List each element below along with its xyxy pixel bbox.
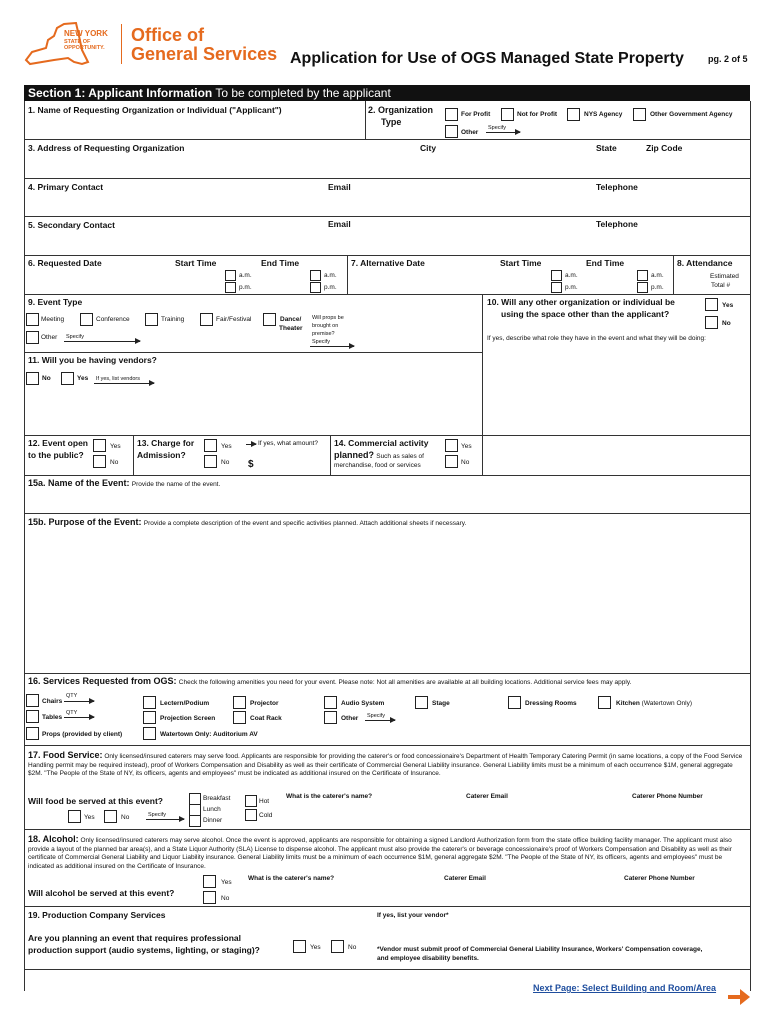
other-org-yes-label: Yes (722, 302, 734, 309)
nys-agency-checkbox[interactable] (567, 108, 580, 121)
f6-end-am-label: a.m. (324, 272, 337, 279)
for-profit-checkbox[interactable] (445, 108, 458, 121)
form-border-right (750, 101, 751, 991)
audio-system-checkbox[interactable] (324, 696, 337, 709)
services-other-specify: Specify (367, 713, 386, 719)
field10-note: If yes, describe what role they have in the event and what they will be doing: (487, 335, 706, 342)
commercial-no-label: No (461, 459, 470, 466)
org-other-specify: Specify (488, 125, 507, 131)
props-line1: Will props be (312, 315, 344, 321)
field12-label-2: to the public? (28, 450, 84, 460)
row-divider (24, 352, 482, 353)
field4-label: 4. Primary Contact (28, 182, 104, 192)
not-for-profit-checkbox[interactable] (501, 108, 514, 121)
city-label: City (420, 143, 437, 153)
field2-label-b: Type (381, 117, 402, 127)
production-note-1: *Vendor must submit proof of Commercial General Liability Insurance, Workers' Compensation coverage, (377, 946, 703, 953)
f6-start-am-checkbox[interactable] (225, 270, 236, 281)
watertown-av-label: Watertown Only: Auditorium AV (160, 731, 258, 738)
chairs-qty-arrow (64, 701, 94, 702)
row-divider (24, 673, 750, 674)
divider (365, 101, 366, 139)
props-specify-arrow (310, 346, 354, 347)
lectern-checkbox[interactable] (143, 696, 156, 709)
field6-start-time-label: Start Time (175, 258, 217, 268)
row-divider (24, 294, 750, 295)
divider (330, 435, 331, 475)
vendors-no-label: No (42, 375, 51, 382)
field14-note-2: merchandise, food or services (334, 462, 421, 469)
food-question: Will food be served at this event? (28, 796, 164, 806)
f7-end-pm-label: p.m. (651, 284, 664, 291)
lectern-label: Lectern/Podium (160, 700, 210, 707)
hot-label: Hot (259, 798, 270, 805)
chairs-checkbox[interactable] (26, 694, 39, 707)
logo-divider (121, 24, 122, 64)
field1-label: 1. Name of Requesting Organization or Individual ("Applicant") (28, 105, 282, 115)
alcohol-caterer-email-label: Caterer Email (444, 875, 486, 882)
org-other-checkbox[interactable] (445, 125, 458, 138)
tables-checkbox[interactable] (26, 710, 39, 723)
alcohol-yes-label: Yes (221, 879, 232, 886)
field15b: 15b. Purpose of the Event: Provide a complete description of the event and specific activities planned. Attach additional sheets if necessary. (28, 517, 467, 527)
other-gov-agency-label: Other Government Agency (650, 111, 733, 118)
dressing-rooms-checkbox[interactable] (508, 696, 521, 709)
alcohol-yes-checkbox[interactable] (203, 875, 216, 888)
nys-agency-label: NYS Agency (584, 111, 623, 118)
dance-theater-checkbox[interactable] (263, 313, 276, 326)
for-profit-label: For Profit (461, 111, 491, 118)
event-other-specify: Specify (66, 334, 85, 340)
field12-label-1: 12. Event open (28, 438, 88, 448)
food-caterer-name-label: What is the caterer's name? (286, 793, 373, 800)
admission-dollar-sign: $ (248, 459, 254, 470)
field18-text: 18. Alcohol: Only licensed/insured caterers may serve alcohol. Once the event is approved, applicants are responsible for obtaining a signed Landlord Authorization form from the state office building facility manager. The applicant must also provide a layout of the planned bar area(s), and a State Liquor Authority (SLA) License to dispense alcohol. The applicant must also provide the caterer's or beverage concessionaire's proof of Workers Compensation and Disability as well as their certificate of Commercial General Liability and Liquor Liability insurance. General Liability limits must be a minimum of each occurrence $1M, general aggregate $2M. "The People of the State of NY, its officers, agents and employees" must be indicated as additional insured on the Certificate of Insurance. (28, 834, 732, 870)
attendance-total: Total # (711, 282, 731, 289)
primary-telephone-label: Telephone (596, 182, 638, 192)
field5-label: 5. Secondary Contact (28, 220, 115, 230)
conference-label: Conference (96, 316, 130, 323)
f7-start-pm-label: p.m. (565, 284, 578, 291)
admission-yes-label: Yes (221, 443, 232, 450)
other-org-yes-checkbox[interactable] (705, 298, 718, 311)
hot-checkbox[interactable] (245, 795, 257, 807)
food-specify-arrow (146, 819, 184, 820)
stage-label: Stage (432, 700, 450, 707)
f6-start-am-label: a.m. (239, 272, 252, 279)
kitchen-label: Kitchen (Watertown Only) (616, 700, 692, 707)
row-divider (24, 513, 750, 514)
field14-label-1: 14. Commercial activity (334, 438, 429, 448)
public-yes-checkbox[interactable] (93, 439, 106, 452)
row-divider (24, 178, 750, 179)
other-gov-agency-checkbox[interactable] (633, 108, 646, 121)
services-other-label: Other (341, 715, 359, 722)
not-for-profit-label: Not for Profit (517, 111, 558, 118)
org-other-label: Other (461, 129, 479, 136)
tables-label: Tables (42, 714, 63, 721)
dance-label: Dance/ (280, 316, 302, 323)
production-question-1: Are you planning an event that requires professional (28, 933, 242, 943)
field6-label: 6. Requested Date (28, 258, 102, 268)
row-divider (24, 745, 750, 746)
theater-label: Theater (279, 325, 303, 332)
ogs-logo (24, 20, 278, 72)
zip-label: Zip Code (646, 143, 683, 153)
production-question-2: production support (audio systems, lighting, or staging)? (28, 945, 260, 955)
logo-office-line1: Office of (131, 25, 205, 45)
training-label: Training (161, 316, 185, 323)
meeting-label: Meeting (41, 316, 65, 323)
primary-email-label: Email (328, 182, 351, 192)
food-yes-label: Yes (84, 814, 95, 821)
field7-end-time-label: End Time (586, 258, 625, 268)
field15a: 15a. Name of the Event: Provide the name of the event. (28, 478, 221, 488)
field11-label: 11. Will you be having vendors? (28, 355, 157, 365)
logo-office-line2: General Services (131, 44, 278, 64)
divider (133, 435, 134, 475)
vendors-no-checkbox[interactable] (26, 372, 39, 385)
page-number: pg. 2 of 5 (708, 54, 748, 64)
f6-start-pm-checkbox[interactable] (225, 282, 236, 293)
field9-label: 9. Event Type (28, 297, 83, 307)
food-yes-checkbox[interactable] (68, 810, 81, 823)
production-yes-label: Yes (310, 944, 321, 951)
fair-festival-label: Fair/Festival (216, 316, 252, 323)
divider (482, 352, 483, 475)
projector-checkbox[interactable] (233, 696, 246, 709)
meeting-checkbox[interactable] (26, 313, 39, 326)
secondary-telephone-label: Telephone (596, 219, 638, 229)
field8-label: 8. Attendance (677, 258, 733, 268)
vendors-yes-checkbox[interactable] (61, 372, 74, 385)
food-caterer-phone-label: Caterer Phone Number (632, 793, 703, 800)
admission-amount-label: If yes, what amount? (258, 440, 318, 447)
vendors-list-arrow (94, 383, 154, 384)
vendors-list-hint: If yes, list vendors (96, 376, 141, 382)
audio-system-label: Audio System (341, 700, 385, 707)
projection-screen-checkbox[interactable] (143, 711, 156, 724)
field14-label-2: planned? Such as sales of (334, 450, 424, 460)
coat-rack-label: Coat Rack (250, 715, 282, 722)
lunch-label: Lunch (203, 806, 221, 813)
field3-label: 3. Address of Requesting Organization (28, 143, 185, 153)
admission-amount-arrow (246, 444, 256, 445)
field16: 16. Services Requested from OGS: Check the following amenities you need for your event. Please note: Not all amenities are available at all building locations. Additional service fees may apply. (28, 676, 632, 686)
conference-checkbox[interactable] (80, 313, 93, 326)
field13-label-2: Admission? (137, 450, 186, 460)
event-other-specify-arrow (64, 341, 140, 342)
chairs-qty: QTY (66, 693, 78, 699)
row-divider (24, 829, 750, 830)
coat-rack-checkbox[interactable] (233, 711, 246, 724)
f7-end-am-checkbox[interactable] (637, 270, 648, 281)
f7-start-pm-checkbox[interactable] (551, 282, 562, 293)
org-other-specify-arrow (486, 132, 520, 133)
field6-end-time-label: End Time (261, 258, 300, 268)
production-yes-checkbox[interactable] (293, 940, 306, 953)
row-divider (24, 139, 750, 140)
section1-title: Section 1: Applicant Information (28, 86, 213, 100)
services-other-arrow (365, 720, 395, 721)
commercial-yes-checkbox[interactable] (445, 439, 458, 452)
next-page-link[interactable]: Next Page: Select Building and Room/Area (533, 983, 717, 993)
public-no-checkbox[interactable] (93, 455, 106, 468)
f6-end-pm-checkbox[interactable] (310, 282, 321, 293)
field10-label-2: using the space other than the applicant? (501, 309, 670, 319)
other-org-no-label: No (722, 320, 731, 327)
f7-start-am-checkbox[interactable] (551, 270, 562, 281)
logo-state-line2: STATE OF (64, 39, 91, 45)
public-no-label: No (110, 459, 119, 466)
field13-label-1: 13. Charge for (137, 438, 195, 448)
other-org-no-checkbox[interactable] (705, 316, 718, 329)
food-no-checkbox[interactable] (104, 810, 117, 823)
event-other-label: Other (41, 334, 58, 341)
breakfast-label: Breakfast (203, 795, 231, 802)
page-title: Application for Use of OGS Managed State Property (290, 50, 684, 67)
logo-state-line1: NEW YORK (64, 29, 108, 38)
row-divider (24, 216, 750, 217)
event-other-checkbox[interactable] (26, 331, 39, 344)
divider (482, 294, 483, 352)
field7-start-time-label: Start Time (500, 258, 542, 268)
alcohol-no-checkbox[interactable] (203, 891, 216, 904)
production-note-2: and employee disability benefits. (377, 955, 479, 962)
f6-start-pm-label: p.m. (239, 284, 252, 291)
commercial-no-checkbox[interactable] (445, 455, 458, 468)
dinner-label: Dinner (203, 817, 223, 824)
field7-label: 7. Alternative Date (351, 258, 425, 268)
divider (673, 255, 674, 294)
props-label: Props (provided by client) (42, 731, 123, 738)
attendance-estimated: Estimated (710, 273, 739, 280)
public-yes-label: Yes (110, 443, 121, 450)
props-specify: Specify (312, 339, 331, 345)
training-checkbox[interactable] (145, 313, 158, 326)
vendors-yes-label: Yes (77, 375, 89, 382)
state-label: State (596, 143, 617, 153)
section1-header (24, 85, 750, 101)
f7-end-pm-checkbox[interactable] (637, 282, 648, 293)
food-specify: Specify (148, 812, 167, 818)
f6-end-am-checkbox[interactable] (310, 270, 321, 281)
f7-end-am-label: a.m. (651, 272, 664, 279)
logo-state-line3: OPPORTUNITY. (64, 45, 105, 51)
cold-checkbox[interactable] (245, 809, 257, 821)
fair-festival-checkbox[interactable] (200, 313, 213, 326)
production-no-label: No (348, 944, 357, 951)
f7-start-am-label: a.m. (565, 272, 578, 279)
field10-label-1: 10. Will any other organization or individual be (487, 297, 675, 307)
dinner-checkbox[interactable] (189, 815, 201, 827)
form-border-left (24, 101, 25, 991)
row-divider (24, 255, 750, 256)
projection-screen-label: Projection Screen (160, 715, 216, 722)
watertown-av-checkbox[interactable] (143, 727, 156, 740)
form-bottom-border (24, 969, 750, 970)
commercial-yes-label: Yes (461, 443, 472, 450)
production-vendor-label: If yes, list your vendor* (377, 912, 449, 919)
row-divider (24, 906, 750, 907)
alcohol-no-label: No (221, 895, 230, 902)
field17-text: 17. Food Service: Only licensed/insured caterers may serve food. Applicants are responsible for providing the caterer's or food concessionaire's Department of Health Temporary Catering Permit (in same locations, a copy of the Food Service Handling permit may be required instead), proof of Workers Compensation and Disability as well as their certificate of Commercial General Liability insurance. General Liability limits must be a minimum of each occurrence $1M, general aggregate $2M. "The People of the State of NY, its officers, agents and employees" must be indicated as additional insured on the Certificate of Insurance. (28, 750, 743, 778)
production-no-checkbox[interactable] (331, 940, 344, 953)
tables-qty-arrow (64, 717, 94, 718)
field2-label-a: 2. Organization (368, 105, 434, 115)
row-divider (24, 475, 750, 476)
props-line2: brought on (312, 323, 339, 329)
services-other-checkbox[interactable] (324, 711, 337, 724)
divider (347, 255, 348, 294)
kitchen-checkbox[interactable] (598, 696, 611, 709)
next-page-arrow-icon[interactable] (728, 987, 750, 1007)
secondary-email-label: Email (328, 219, 351, 229)
props-checkbox[interactable] (26, 727, 39, 740)
stage-checkbox[interactable] (415, 696, 428, 709)
alcohol-caterer-name-label: What is the caterer's name? (248, 875, 335, 882)
f6-end-pm-label: p.m. (324, 284, 337, 291)
cold-label: Cold (259, 812, 273, 819)
chairs-label: Chairs (42, 698, 63, 705)
tables-qty: QTY (66, 710, 78, 716)
section1-subtitle: To be completed by the applicant (215, 86, 391, 100)
projector-label: Projector (250, 700, 279, 707)
alcohol-caterer-phone-label: Caterer Phone Number (624, 875, 695, 882)
props-line3: premise? (312, 331, 335, 337)
admission-no-checkbox[interactable] (204, 455, 217, 468)
dressing-rooms-label: Dressing Rooms (525, 700, 577, 707)
food-no-label: No (121, 814, 130, 821)
admission-yes-checkbox[interactable] (204, 439, 217, 452)
field19-label: 19. Production Company Services (28, 910, 166, 920)
alcohol-question: Will alcohol be served at this event? (28, 888, 175, 898)
food-caterer-email-label: Caterer Email (466, 793, 508, 800)
admission-no-label: No (221, 459, 230, 466)
